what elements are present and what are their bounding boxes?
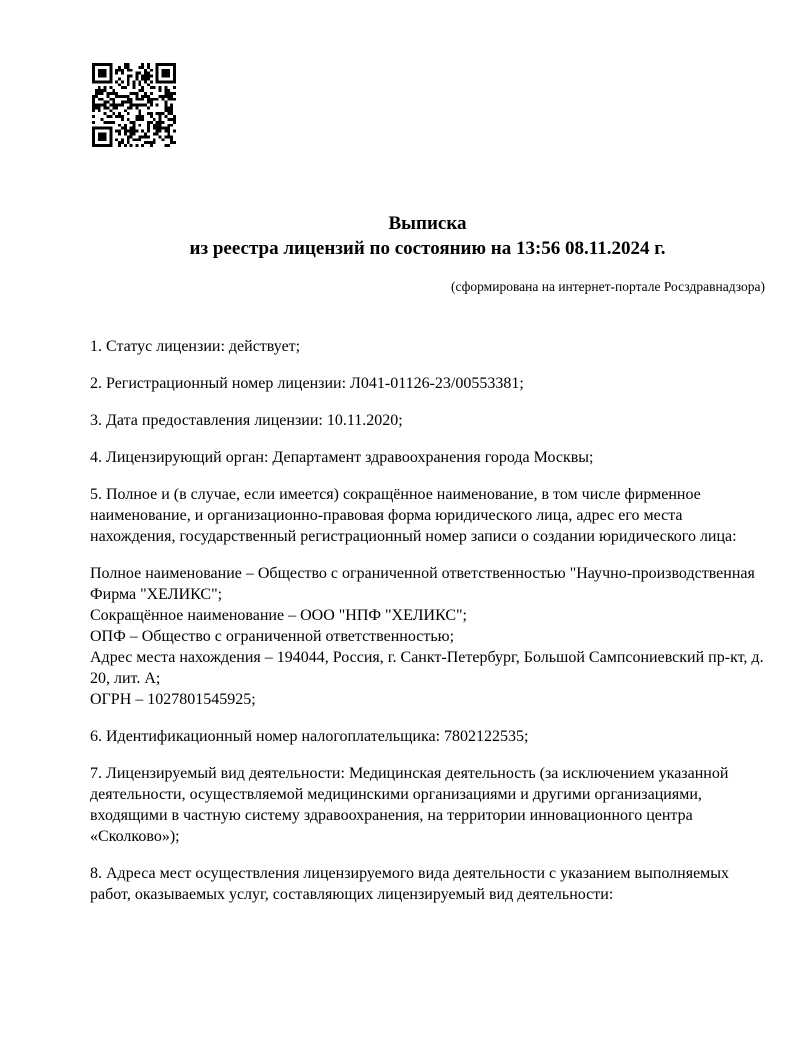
entity-opf-line: ОПФ – Общество с ограниченной ответственностью; [90,628,455,645]
document-title [90,211,765,261]
paragraph-entity-details [90,563,765,710]
paragraph-list [90,336,765,905]
paragraph-entity-intro: 5. Полное и (в случае, если имеется) сокращённое наименование, в том числе фирменное наименование, и организационно-правовая форма юридического лица, адрес его места нахождения, государственный регистрационный номер записи о создании юридического лица: [90,486,737,545]
paragraph-registration-number: 2. Регистрационный номер лицензии: Л041-01126-23/00553381; [90,375,524,392]
paragraph-addresses-intro: 8. Адреса мест осуществления лицензируемого вида деятельности с указанием выполняемых работ, оказываемых услуг, составляющих лицензируемый вид деятельности: [90,865,730,903]
entity-ogrn-line: ОГРН – 1027801545925; [90,691,256,708]
document-content [90,0,765,905]
entity-full-name-line: Полное наименование – Общество с ограниченной ответственностью "Научно-производственная Фирма "ХЕЛИКС"; [90,565,755,603]
entity-short-name-line: Сокращённое наименование – ООО "НПФ "ХЕЛИКС"; [90,607,467,624]
entity-address-line: Адрес места нахождения – 194044, Россия, г. Санкт-Петербург, Большой Сампсониевский пр-кт, д. 20, лит. А; [90,649,764,687]
paragraph-inn: 6. Идентификационный номер налогоплательщика: 7802122535; [90,728,529,745]
paragraph-activity-type: 7. Лицензируемый вид деятельности: Медицинская деятельность (за исключением указанной деятельности, осуществляемой медицинскими организациями и другими организациями, входящими в частную систему здравоохранения, на территории инновационного центра «Сколково»); [90,765,729,845]
paragraph-licensing-authority: 4. Лицензирующий орган: Департамент здравоохранения города Москвы; [90,449,594,466]
paragraph-status: 1. Статус лицензии: действует; [90,338,301,355]
formed-note: (сформирована на интернет-портале Росздравнадзора) [450,279,765,294]
title-line-1: Выписка [388,213,467,234]
qr-code-icon [92,63,176,147]
paragraph-grant-date: 3. Дата предоставления лицензии: 10.11.2020; [90,412,403,429]
title-line-2: из реестра лицензий по состоянию на 13:56 08.11.2024 г. [189,238,666,259]
